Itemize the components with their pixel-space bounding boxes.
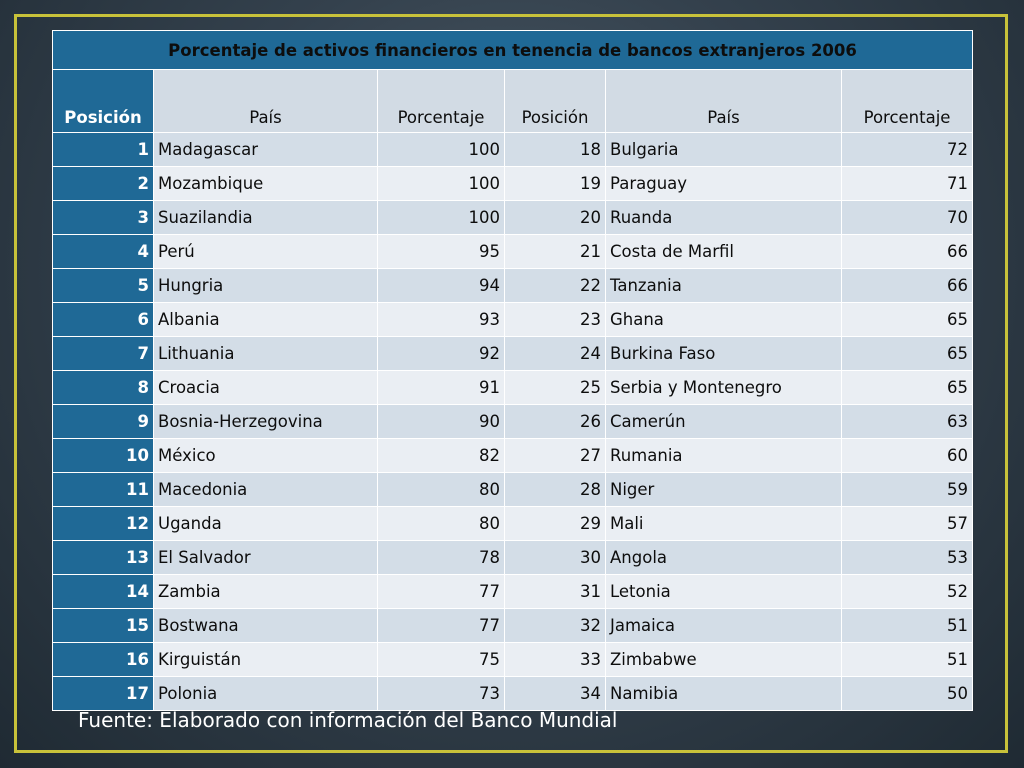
percentage-cell: 93 (378, 303, 505, 337)
country-cell: Niger (606, 473, 842, 507)
rank-cell: 16 (53, 643, 154, 677)
percentage-cell: 59 (842, 473, 973, 507)
percentage-cell: 100 (378, 167, 505, 201)
source-note: Fuente: Elaborado con información del Banco Mundial (78, 708, 618, 732)
table-row (53, 337, 973, 371)
rank-cell: 22 (505, 269, 606, 303)
header-porcentaje-1: Porcentaje (378, 70, 505, 133)
country-cell: Ghana (606, 303, 842, 337)
country-cell: Camerún (606, 405, 842, 439)
percentage-cell: 65 (842, 337, 973, 371)
percentage-cell: 52 (842, 575, 973, 609)
percentage-cell: 57 (842, 507, 973, 541)
country-cell: Madagascar (154, 133, 378, 167)
percentage-cell: 65 (842, 303, 973, 337)
rank-cell: 30 (505, 541, 606, 575)
country-cell: Bulgaria (606, 133, 842, 167)
percentage-cell: 92 (378, 337, 505, 371)
country-cell: Rumania (606, 439, 842, 473)
rank-cell: 3 (53, 201, 154, 235)
rank-cell: 27 (505, 439, 606, 473)
table-row (53, 541, 973, 575)
rank-cell: 20 (505, 201, 606, 235)
table-row (53, 507, 973, 541)
percentage-cell: 94 (378, 269, 505, 303)
rank-cell: 33 (505, 643, 606, 677)
percentage-cell: 72 (842, 133, 973, 167)
header-posicion-2: Posición (505, 70, 606, 133)
rank-cell: 10 (53, 439, 154, 473)
table-row (53, 133, 973, 167)
rank-cell: 11 (53, 473, 154, 507)
country-cell: Letonia (606, 575, 842, 609)
table-row (53, 167, 973, 201)
table-row (53, 609, 973, 643)
table-row (53, 303, 973, 337)
rank-cell: 14 (53, 575, 154, 609)
country-cell: Perú (154, 235, 378, 269)
country-cell: Zambia (154, 575, 378, 609)
percentage-cell: 73 (378, 677, 505, 711)
percentage-cell: 60 (842, 439, 973, 473)
percentage-cell: 53 (842, 541, 973, 575)
percentage-cell: 77 (378, 609, 505, 643)
country-cell: Mozambique (154, 167, 378, 201)
country-cell: Bosnia-Herzegovina (154, 405, 378, 439)
header-pais-1: País (154, 70, 378, 133)
rank-cell: 28 (505, 473, 606, 507)
header-row (53, 70, 973, 133)
country-cell: Hungria (154, 269, 378, 303)
table-row (53, 643, 973, 677)
country-cell: Angola (606, 541, 842, 575)
rank-cell: 8 (53, 371, 154, 405)
header-posicion-1: Posición (53, 70, 154, 133)
percentage-cell: 65 (842, 371, 973, 405)
percentage-cell: 51 (842, 643, 973, 677)
table-row (53, 269, 973, 303)
country-cell: Zimbabwe (606, 643, 842, 677)
country-cell: Namibia (606, 677, 842, 711)
country-cell: Uganda (154, 507, 378, 541)
percentage-cell: 78 (378, 541, 505, 575)
percentage-cell: 63 (842, 405, 973, 439)
data-table (52, 30, 973, 711)
country-cell: Suazilandia (154, 201, 378, 235)
table-row (53, 473, 973, 507)
header-pais-2: País (606, 70, 842, 133)
rank-cell: 18 (505, 133, 606, 167)
percentage-cell: 91 (378, 371, 505, 405)
rank-cell: 19 (505, 167, 606, 201)
percentage-cell: 66 (842, 269, 973, 303)
country-cell: Polonia (154, 677, 378, 711)
country-cell: Bostwana (154, 609, 378, 643)
country-cell: Mali (606, 507, 842, 541)
rank-cell: 24 (505, 337, 606, 371)
percentage-cell: 77 (378, 575, 505, 609)
country-cell: El Salvador (154, 541, 378, 575)
table-row (53, 235, 973, 269)
rank-cell: 5 (53, 269, 154, 303)
percentage-cell: 90 (378, 405, 505, 439)
percentage-cell: 100 (378, 133, 505, 167)
rank-cell: 31 (505, 575, 606, 609)
rank-cell: 9 (53, 405, 154, 439)
country-cell: Ruanda (606, 201, 842, 235)
rank-cell: 34 (505, 677, 606, 711)
percentage-cell: 100 (378, 201, 505, 235)
rank-cell: 1 (53, 133, 154, 167)
rank-cell: 17 (53, 677, 154, 711)
rank-cell: 26 (505, 405, 606, 439)
percentage-cell: 66 (842, 235, 973, 269)
country-cell: Serbia y Montenegro (606, 371, 842, 405)
country-cell: Paraguay (606, 167, 842, 201)
rank-cell: 15 (53, 609, 154, 643)
country-cell: Lithuania (154, 337, 378, 371)
country-cell: México (154, 439, 378, 473)
table-row (53, 677, 973, 711)
percentage-cell: 82 (378, 439, 505, 473)
table-row (53, 575, 973, 609)
table-row (53, 371, 973, 405)
country-cell: Tanzania (606, 269, 842, 303)
rank-cell: 2 (53, 167, 154, 201)
percentage-cell: 80 (378, 473, 505, 507)
country-cell: Burkina Faso (606, 337, 842, 371)
rank-cell: 32 (505, 609, 606, 643)
rank-cell: 6 (53, 303, 154, 337)
percentage-cell: 70 (842, 201, 973, 235)
percentage-cell: 75 (378, 643, 505, 677)
rank-cell: 29 (505, 507, 606, 541)
country-cell: Jamaica (606, 609, 842, 643)
rank-cell: 23 (505, 303, 606, 337)
header-porcentaje-2: Porcentaje (842, 70, 973, 133)
country-cell: Macedonia (154, 473, 378, 507)
percentage-cell: 80 (378, 507, 505, 541)
percentage-cell: 95 (378, 235, 505, 269)
rank-cell: 12 (53, 507, 154, 541)
rank-cell: 25 (505, 371, 606, 405)
percentage-cell: 51 (842, 609, 973, 643)
country-cell: Costa de Marfil (606, 235, 842, 269)
percentage-cell: 71 (842, 167, 973, 201)
rank-cell: 7 (53, 337, 154, 371)
rank-cell: 13 (53, 541, 154, 575)
country-cell: Kirguistán (154, 643, 378, 677)
percentage-cell: 50 (842, 677, 973, 711)
table-row (53, 439, 973, 473)
table-row (53, 405, 973, 439)
table-row (53, 201, 973, 235)
country-cell: Albania (154, 303, 378, 337)
country-cell: Croacia (154, 371, 378, 405)
rank-cell: 21 (505, 235, 606, 269)
rank-cell: 4 (53, 235, 154, 269)
table-title: Porcentaje de activos financieros en tenencia de bancos extranjeros 2006 (53, 31, 973, 70)
